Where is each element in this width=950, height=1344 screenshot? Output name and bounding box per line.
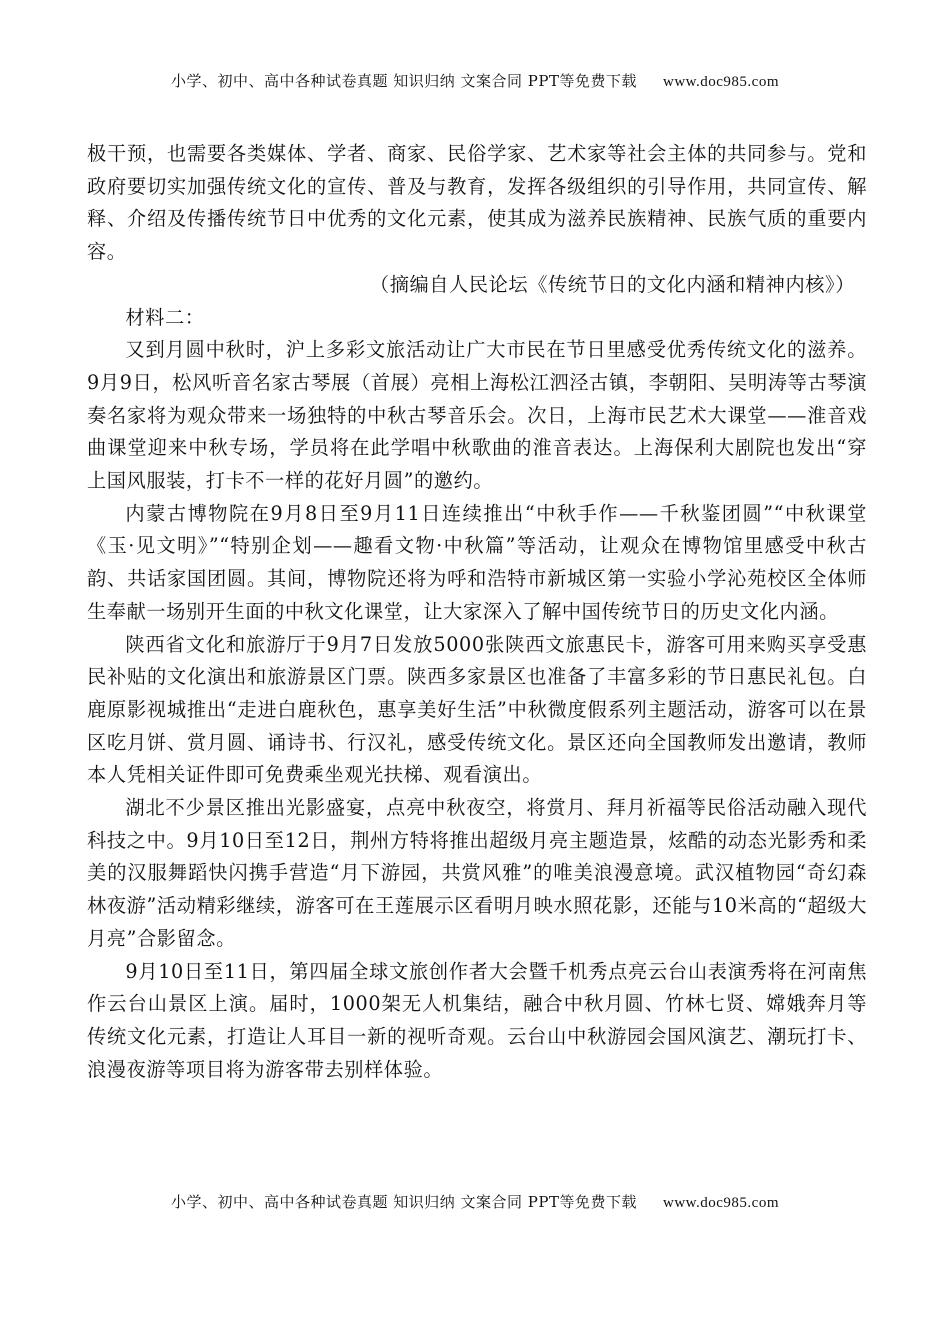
- header-site-link[interactable]: www.doc985.com: [662, 74, 779, 90]
- material-title: 材料二：: [125, 305, 205, 329]
- source-citation: （摘编自人民论坛《传统节日的文化内涵和精神内核》）: [369, 272, 855, 296]
- paragraph-inner-mongolia: 内蒙古博物院在9月8日至9月11日连续推出“中秋手作——千秋鉴团圆”“中秋课堂《玉·见文明》”“特别企划——趣看文物·中秋篇”等活动，让观众在博物馆里感受中秋古韵、共话家国团圆。其间，博物院还将为呼和浩特市新城区第一实验小学沁苑校区全体师生奉献一场别开生面的中秋文化课堂，让大家深入了解中国传统节日的历史文化内涵。: [87, 501, 867, 623]
- footer-site-link[interactable]: www.doc985.com: [662, 1195, 779, 1211]
- footer-text: 小学、初中、高中各种试卷真题 知识归纳 文案合同 PPT等免费下载: [170, 1193, 637, 1211]
- page-header: [0, 70, 950, 91]
- paragraph-shaanxi: 陕西省文化和旅游厅于9月7日发放5000张陕西文旅惠民卡，游客可用来购买享受惠民补贴的文化演出和旅游景区门票。陕西多家景区也准备了丰富多彩的节日惠民礼包。白鹿原影视城推出“走进白鹿秋色，惠享美好生活”中秋微度假系列主题活动，游客可以在景区吃月饼、赏月圆、诵诗书、行汉礼，感受传统文化。景区还向全国教师发出邀请，教师本人凭相关证件即可免费乘坐观光扶梯、观看演出。: [87, 632, 867, 787]
- header-text: 小学、初中、高中各种试卷真题 知识归纳 文案合同 PPT等免费下载: [170, 72, 637, 90]
- paragraph-hubei: 湖北不少景区推出光影盛宴，点亮中秋夜空，将赏月、拜月祈福等民俗活动融入现代科技之中。9月10日至12日，荆州方特将推出超级月亮主题造景，炫酷的动态光影秀和柔美的汉服舞蹈快闪携手营造“月下游园，共赏风雅”的唯美浪漫意境。武汉植物园“奇幻森林夜游”活动精彩继续，游客可在王莲展示区看明月映水照花影，还能与10米高的“超级大月亮”合影留念。: [87, 796, 867, 950]
- document-body: [87, 138, 867, 1086]
- paragraph-continued: 极干预，也需要各类媒体、学者、商家、民俗学家、艺术家等社会主体的共同参与。党和政府要切实加强传统文化的宣传、普及与教育，发挥各级组织的引导作用，共同宣传、解释、介绍及传播传统节日中优秀的文化元素，使其成为滋养民族精神、民族气质的重要内容。: [87, 142, 867, 264]
- paragraph-yuntaishan: 9月10日至11日，第四届全球文旅创作者大会暨千机秀点亮云台山表演秀将在河南焦作云台山景区上演。届时，1000架无人机集结，融合中秋月圆、竹林七贤、嫦娥奔月等传统文化元素，打造让人耳目一新的视听奇观。云台山中秋游园会国风演艺、潮玩打卡、浪漫夜游等项目将为游客带去别样体验。: [87, 959, 867, 1081]
- paragraph-shanghai: 又到月圆中秋时，沪上多彩文旅活动让广大市民在节日里感受优秀传统文化的滋养。9月9日，松风听音名家古琴展（首展）亮相上海松江泗泾古镇，李朝阳、吴明涛等古琴演奏名家将为观众带来一场独特的中秋古琴音乐会。次日，上海市民艺术大课堂——淮音戏曲课堂迎来中秋专场，学员将在此学唱中秋歌曲的淮音表达。上海保利大剧院也发出“穿上国风服装，打卡不一样的花好月圆”的邀约。: [87, 338, 867, 493]
- page-footer: [0, 1191, 950, 1212]
